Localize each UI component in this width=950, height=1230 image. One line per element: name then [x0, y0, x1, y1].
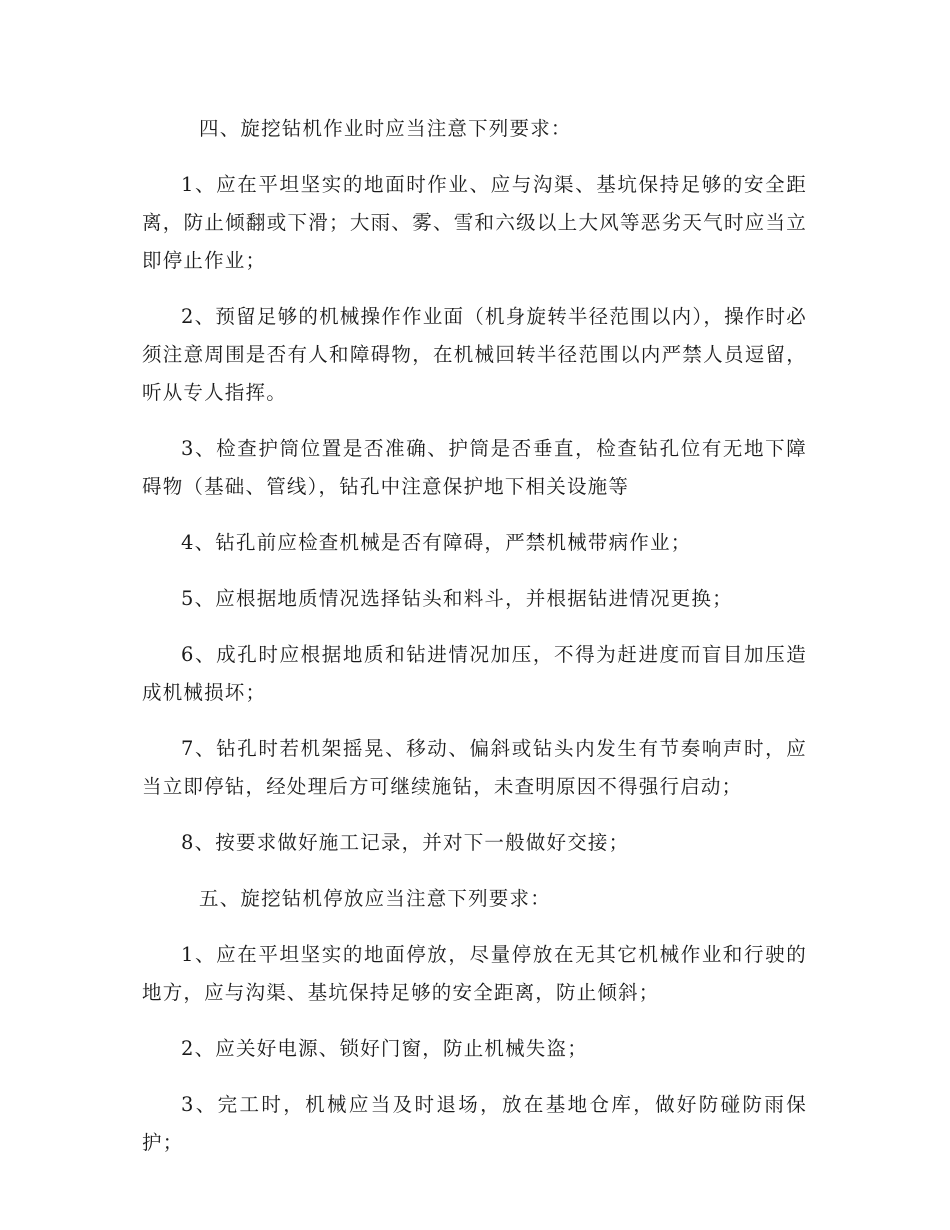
section-4-heading: 四、旋挖钻机作业时应当注意下列要求：: [199, 117, 572, 140]
section-5-item-2: 2、应关好电源、锁好门窗，防止机械失盗；: [181, 1037, 588, 1060]
section-4-item-4: 4、钻孔前应检查机械是否有障碍，严禁机械带病作业；: [181, 531, 692, 554]
document-page: [142, 110, 807, 1180]
section-5-heading: 五、旋挖钻机停放应当注意下列要求：: [199, 887, 551, 910]
section-4-item-8: 8、按要求做好施工记录，并对下一般做好交接；: [181, 831, 630, 854]
section-4-item-1: 1、应在平坦坚实的地面时作业、应与沟渠、基坑保持足够的安全距离，防止倾翻或下滑；大雨、雾、雪和六级以上大风等恶劣天气时应当立即停止作业；: [142, 173, 807, 272]
section-4-item-2: 2、预留足够的机械操作作业面（机身旋转半径范围以内），操作时必须注意周围是否有人和障碍物，在机械回转半径范围以内严禁人员逗留，听从专人指挥。: [142, 305, 807, 404]
section-4-item-6: 6、成孔时应根据地质和钻进情况加压，不得为赶进度而盲目加压造成机械损坏；: [142, 643, 807, 704]
section-5-item-1: 1、应在平坦坚实的地面停放，尽量停放在无其它机械作业和行驶的地方，应与沟渠、基坑保持足够的安全距离，防止倾斜；: [142, 943, 807, 1004]
section-4-item-5: 5、应根据地质情况选择钻头和料斗，并根据钻进情况更换；: [181, 587, 733, 610]
section-5-item-3: 3、完工时，机械应当及时退场，放在基地仓库，做好防碰防雨保护；: [142, 1093, 807, 1154]
section-4-item-3: 3、检查护筒位置是否准确、护筒是否垂直，检查钻孔位有无地下障碍物（基础、管线），钻孔中注意保护地下相关设施等: [142, 437, 807, 498]
section-4-item-7: 7、钻孔时若机架摇晃、移动、偏斜或钻头内发生有节奏响声时，应当立即停钻，经处理后方可继续施钻，未查明原因不得强行启动；: [142, 737, 807, 798]
